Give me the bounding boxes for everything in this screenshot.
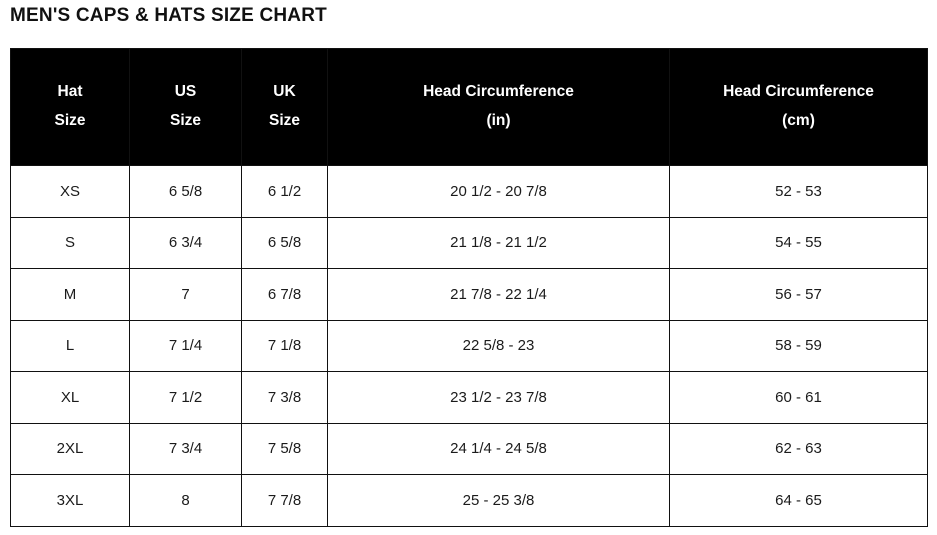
cell-us-size: 7 1/4	[130, 320, 242, 372]
table-row	[11, 475, 928, 527]
column-header-line2: Size	[169, 112, 201, 129]
cell-hat-size: 3XL	[11, 475, 130, 527]
cell-uk-size: 7 3/8	[242, 372, 328, 424]
column-header-line1: Head Circumference	[423, 83, 574, 101]
column-header-uk-size	[242, 49, 328, 166]
table-header	[11, 49, 928, 166]
cell-us-size: 7 3/4	[130, 423, 242, 475]
column-header-head-circumference-cm	[670, 49, 928, 166]
column-header-line1: US	[174, 83, 197, 101]
page-title: MEN'S CAPS & HATS SIZE CHART	[10, 5, 327, 26]
column-header-hat-size	[11, 49, 130, 166]
cell-head-circumference-in: 23 1/2 - 23 7/8	[328, 372, 670, 424]
cell-head-circumference-cm: 64 - 65	[670, 475, 928, 527]
cell-head-circumference-cm: 54 - 55	[670, 217, 928, 269]
column-header-head-circumference-in	[328, 49, 670, 166]
column-header-line1: Head Circumference	[723, 83, 874, 101]
table-row	[11, 320, 928, 372]
cell-head-circumference-cm: 56 - 57	[670, 269, 928, 321]
cell-head-circumference-in: 20 1/2 - 20 7/8	[328, 166, 670, 218]
cell-hat-size: XS	[11, 166, 130, 218]
table-row	[11, 217, 928, 269]
cell-uk-size: 6 5/8	[242, 217, 328, 269]
table-row	[11, 269, 928, 321]
table-body	[11, 166, 928, 527]
table-row	[11, 166, 928, 218]
cell-uk-size: 6 7/8	[242, 269, 328, 321]
cell-uk-size: 7 7/8	[242, 475, 328, 527]
cell-head-circumference-cm: 52 - 53	[670, 166, 928, 218]
cell-uk-size: 6 1/2	[242, 166, 328, 218]
cell-head-circumference-in: 21 7/8 - 22 1/4	[328, 269, 670, 321]
cell-head-circumference-in: 22 5/8 - 23	[328, 320, 670, 372]
cell-uk-size: 7 5/8	[242, 423, 328, 475]
cell-head-circumference-cm: 58 - 59	[670, 320, 928, 372]
table-header-row	[11, 49, 928, 166]
cell-hat-size: M	[11, 269, 130, 321]
size-chart-table	[10, 48, 928, 527]
cell-us-size: 8	[130, 475, 242, 527]
cell-head-circumference-in: 21 1/8 - 21 1/2	[328, 217, 670, 269]
cell-us-size: 6 5/8	[130, 166, 242, 218]
cell-hat-size: 2XL	[11, 423, 130, 475]
column-header-line2: Size	[268, 112, 300, 129]
cell-hat-size: L	[11, 320, 130, 372]
column-header-line2: (cm)	[782, 112, 815, 129]
cell-us-size: 7 1/2	[130, 372, 242, 424]
table-row	[11, 423, 928, 475]
cell-head-circumference-in: 24 1/4 - 24 5/8	[328, 423, 670, 475]
cell-head-circumference-in: 25 - 25 3/8	[328, 475, 670, 527]
column-header-line1: Hat	[57, 83, 83, 101]
table-row	[11, 372, 928, 424]
cell-hat-size: S	[11, 217, 130, 269]
cell-uk-size: 7 1/8	[242, 320, 328, 372]
column-header-us-size	[130, 49, 242, 166]
cell-hat-size: XL	[11, 372, 130, 424]
cell-us-size: 6 3/4	[130, 217, 242, 269]
cell-head-circumference-cm: 60 - 61	[670, 372, 928, 424]
column-header-line2: (in)	[486, 112, 511, 129]
cell-head-circumference-cm: 62 - 63	[670, 423, 928, 475]
column-header-line2: Size	[54, 112, 86, 129]
column-header-line1: UK	[273, 83, 296, 101]
cell-us-size: 7	[130, 269, 242, 321]
